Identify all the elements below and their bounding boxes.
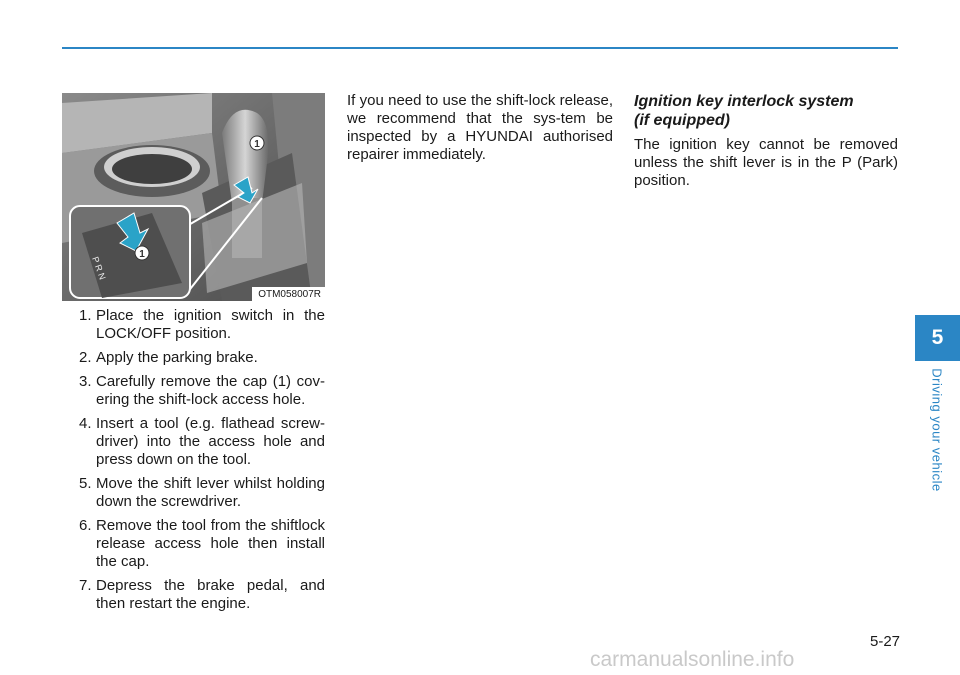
callout-number-top: 1 bbox=[254, 139, 260, 150]
page-number: 5-27 bbox=[870, 633, 901, 650]
shift-lock-figure bbox=[62, 93, 325, 301]
list-item bbox=[80, 349, 325, 367]
shift-lock-note: If you need to use the shift-lock release, we recommend that the sys-tem be inspected by a HYUNDAI authorised repairer immediately. bbox=[347, 92, 613, 163]
chapter-title: Driving your vehicle bbox=[929, 368, 945, 492]
step-number: 7. bbox=[79, 577, 92, 594]
chapter-number-tab: 5 bbox=[915, 315, 960, 361]
list-item bbox=[80, 307, 325, 343]
list-item bbox=[80, 373, 325, 409]
section-heading-line2: (if equipped) bbox=[634, 112, 730, 129]
section-heading bbox=[634, 92, 898, 130]
list-item bbox=[80, 517, 325, 571]
step-number: 3. bbox=[79, 373, 92, 390]
step-text: Remove the tool from the shiftlock release access hole then install the cap. bbox=[96, 517, 325, 570]
step-text: Apply the parking brake. bbox=[96, 349, 258, 366]
figure-code: OTM058007R bbox=[252, 287, 325, 301]
list-item bbox=[80, 475, 325, 511]
step-text: Place the ignition switch in the LOCK/OFF position. bbox=[96, 307, 325, 342]
watermark: carmanualsonline.info bbox=[590, 648, 795, 671]
step-number: 2. bbox=[79, 349, 92, 366]
gear-letters: P R N bbox=[90, 255, 108, 282]
list-item bbox=[80, 577, 325, 613]
step-text: Insert a tool (e.g. flathead screw-driver) into the access hole and press down on the tool. bbox=[96, 415, 325, 468]
step-number: 5. bbox=[79, 475, 92, 492]
step-text: Carefully remove the cap (1) cov-ering the shift-lock access hole. bbox=[96, 373, 325, 408]
step-number: 6. bbox=[79, 517, 92, 534]
shift-lever-illustration bbox=[62, 93, 325, 301]
section-body: The ignition key cannot be removed unless the shift lever is in the P (Park) position. bbox=[634, 136, 898, 189]
step-text: Depress the brake pedal, and then restart the engine. bbox=[96, 577, 325, 612]
procedure-steps bbox=[80, 307, 325, 619]
header-rule bbox=[62, 47, 898, 49]
section-heading-line1: Ignition key interlock system bbox=[634, 93, 854, 110]
list-item bbox=[80, 415, 325, 469]
interlock-section bbox=[634, 92, 898, 190]
callout-number-inset: 1 bbox=[139, 249, 145, 260]
step-text: Move the shift lever whilst holding down the screwdriver. bbox=[96, 475, 325, 510]
step-number: 4. bbox=[79, 415, 92, 432]
step-number: 1. bbox=[79, 307, 92, 324]
